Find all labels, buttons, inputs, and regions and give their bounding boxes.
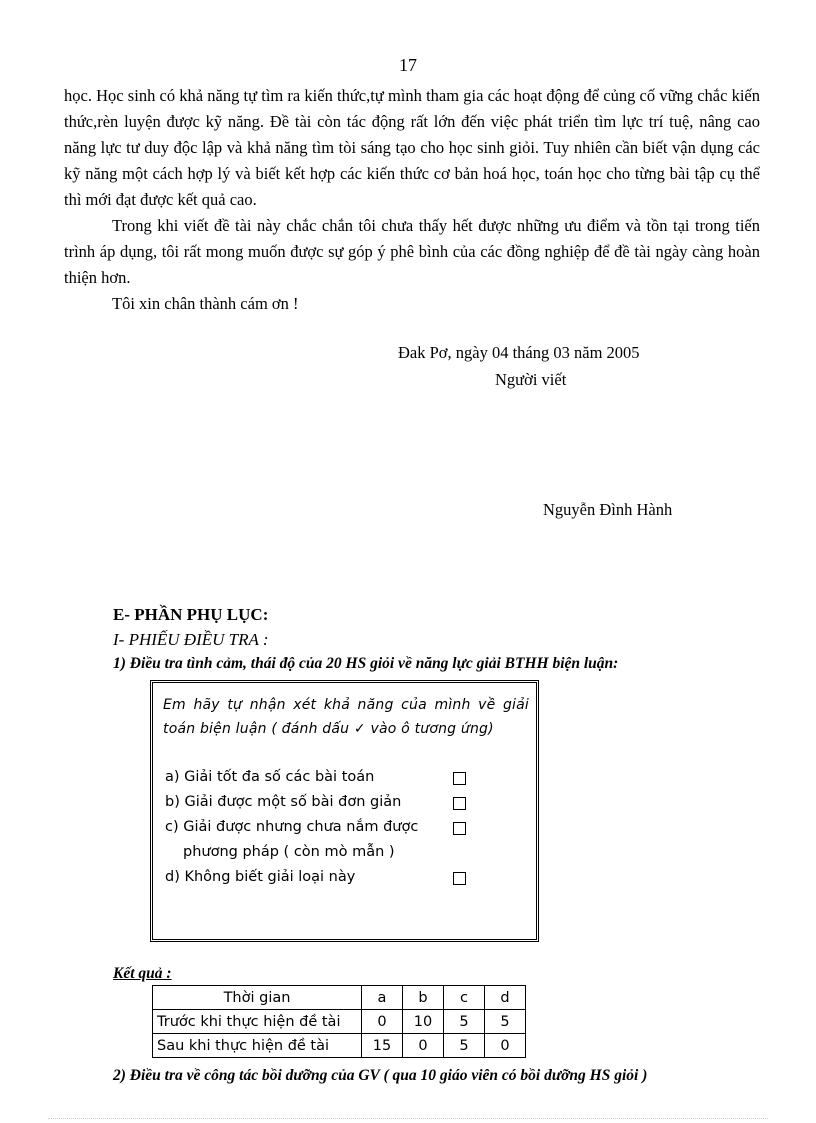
body-text — [64, 83, 760, 317]
text-line: các kiến thức cơ bản hoá học, toán học cho từng bài tập cụ thể thì mới đạt được kết quả — [64, 164, 760, 209]
question-1-heading: 1) Điều tra tình cảm, thái độ của 20 HS giỏi về năng lực giải BTHH biện luận: — [113, 655, 619, 672]
checkbox-d[interactable] — [453, 872, 466, 885]
option-b: b) Giải được một số bài đơn giản — [165, 794, 402, 810]
survey-prompt: Em hãy tự nhận xét khả năng của mình về giải toán biện luận ( đánh dấu ✓ vào ô tương ứng) — [163, 697, 529, 737]
text-line: học. Học sinh có khả năng tự tìm ra kiến thức,tự mình tham gia các hoạt động để củng cố — [64, 86, 656, 105]
option-c-continued: phương pháp ( còn mò mẫn ) — [183, 844, 395, 860]
option-c: c) Giải được nhưng chưa nắm được — [165, 819, 419, 835]
table-cell: 5 — [444, 1010, 485, 1034]
checkbox-b[interactable] — [453, 797, 466, 810]
table-cell: 10 — [403, 1010, 444, 1034]
table-cell: 5 — [444, 1034, 485, 1058]
table-header-cell: c — [444, 986, 485, 1010]
option-a: a) Giải tốt đa số các bài toán — [165, 769, 375, 785]
checkbox-a[interactable] — [453, 772, 466, 785]
page-bottom-divider — [48, 1118, 768, 1119]
signature-place-date: Đak Pơ, ngày 04 tháng 03 năm 2005 — [398, 343, 640, 362]
paragraph-conclusion — [64, 83, 760, 213]
table-row — [153, 1034, 526, 1058]
appendix-title: E- PHẦN PHỤ LỤC: — [113, 605, 269, 624]
table-cell: Trước khi thực hiện đề tài — [153, 1010, 362, 1034]
table-header-cell: a — [362, 986, 403, 1010]
paragraph-feedback — [64, 213, 760, 291]
survey-title: I- PHIẾU ĐIỀU TRA : — [113, 630, 269, 649]
table-header-cell: Thời gian — [153, 986, 362, 1010]
text-line: cao. — [229, 190, 257, 209]
table-cell: 5 — [485, 1010, 526, 1034]
text-line: Trong khi viết đề tài này chắc chắn tôi chưa thấy hết được những ưu điểm và tồn — [112, 216, 668, 235]
table-cell: 0 — [403, 1034, 444, 1058]
text-line: học sinh giỏi. Tuy nhiên cần biết vận dụng các kỹ năng một cách hợp lý và biết kết hợp — [64, 138, 761, 183]
result-table — [152, 985, 526, 1058]
question-2-heading: 2) Điều tra về công tác bồi dưỡng của GV ( qua 10 giáo viên có bồi dưỡng HS giỏi ) — [113, 1067, 648, 1084]
page-number: 17 — [399, 55, 417, 75]
result-label: Kết quả : — [113, 965, 172, 982]
signature-name: Nguyễn Đình Hành — [543, 500, 673, 519]
text-line: nghiệp để đề tài ngày càng hoàn thiện hơn. — [64, 242, 761, 287]
signature-role: Người viết — [495, 370, 567, 389]
survey-box — [150, 680, 539, 942]
table-header-cell: d — [485, 986, 526, 1010]
table-cell: 0 — [362, 1010, 403, 1034]
table-header-row — [153, 986, 526, 1010]
table-header-cell: b — [403, 986, 444, 1010]
table-cell: Sau khi thực hiện đề tài — [153, 1034, 362, 1058]
text-line: vững chắc kiến thức,rèn luyện được kỹ năng. Đề tài còn tác động rất lớn đến việc phát — [64, 86, 761, 131]
checkbox-c[interactable] — [453, 822, 466, 835]
table-cell: 0 — [485, 1034, 526, 1058]
text-line: triển tìm lực trí tuệ, nâng cao năng lực tư duy độc lập và khả năng tìm tòi sáng tạo cho — [64, 112, 760, 157]
table-row — [153, 1010, 526, 1034]
option-d: d) Không biết giải loại này — [165, 869, 356, 885]
table-cell: 15 — [362, 1034, 403, 1058]
paragraph-thanks: Tôi xin chân thành cám ơn ! — [112, 294, 299, 313]
text-line: tại trong tiến trình áp dụng, tôi rất mong muốn được sự góp ý phê bình của các đồng — [64, 216, 760, 261]
